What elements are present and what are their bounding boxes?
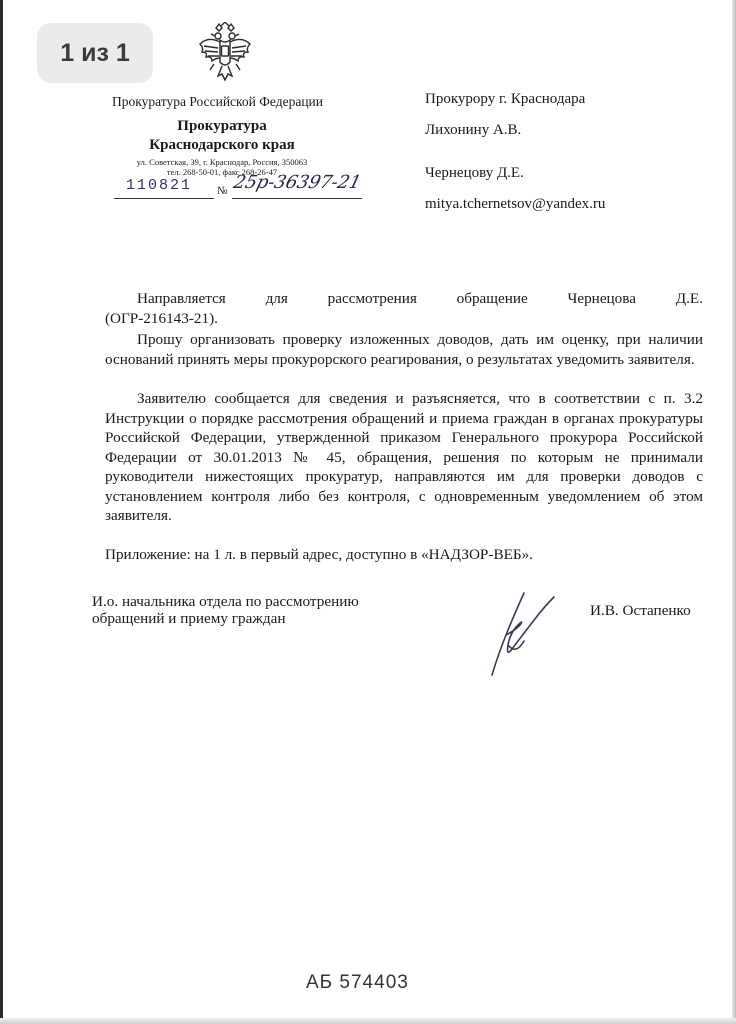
form-serial-code: АБ 574403	[306, 972, 409, 993]
org-address-line1: ул. Советская, 39, г. Краснодар, Россия, 350063	[136, 157, 308, 167]
page-counter-badge: 1 из 1	[37, 23, 153, 83]
paragraph-explanation: Заявителю сообщается для сведения и разъясняется, что в соответствии с п. 3.2 Инструкции о порядке рассмотрения обращений и приема граждан в органах прокуратуры Российской Федерации, утвержденной приказом Генерального прокурора Российской Федерации от 30.01.2013 № 45, обращения, решения по которым не принимали руководители нижестоящих прокуратур, направляются им для проверки доводов с установлением контроля либо без контроля, с одновременным уведомлением об этом заявителя.	[105, 390, 703, 524]
page-edge-left	[0, 0, 3, 1024]
addressee-line-1: Прокурору г. Краснодара	[425, 91, 586, 107]
page-edge-bottom	[0, 1018, 736, 1024]
date-underline	[114, 198, 214, 199]
signer-title-line2: обращений и приему граждан	[92, 610, 286, 627]
registration-underline	[232, 198, 362, 199]
paragraph-referral: Направляется для рассмотрения обращение Чернецова Д.Е.	[137, 290, 703, 307]
addressee-email: mitya.tchernetsov@yandex.ru	[425, 196, 606, 212]
outgoing-number-stamp: 110821	[126, 177, 193, 194]
paragraph-request: Прошу организовать проверку изложенных доводов, дать им оценку, при наличии оснований принять меры прокурорского реагирования, о результатах уведомить заявителя.	[105, 331, 703, 368]
signer-name: И.В. Остапенко	[590, 602, 691, 619]
page-edge-right	[732, 0, 736, 1024]
paragraph-referral-number: (ОГР-216143-21).	[105, 310, 218, 327]
org-title-line2: Краснодарского края	[149, 137, 295, 153]
signer-title-line1: И.о. начальника отдела по рассмотрению	[92, 593, 359, 610]
org-title	[110, 117, 334, 155]
coat-of-arms-icon	[196, 22, 254, 84]
org-title-line1: Прокуратура	[177, 118, 267, 134]
addressee-line-2: Лихонину А.В.	[425, 122, 522, 138]
org-federal-name: Прокуратура Российской Федерации	[112, 94, 324, 109]
attachment-note: Приложение: на 1 л. в первый адрес, доступно в «НАДЗОР-ВЕБ».	[105, 546, 533, 563]
org-address-line2: тел. 268-50-01, факс 268-26-47	[166, 167, 278, 177]
number-sign: №	[217, 185, 228, 197]
registration-number-handwritten: 25р-36397-21	[231, 172, 364, 193]
addressee-line-3: Чернецову Д.Е.	[425, 165, 524, 181]
handwritten-signature	[484, 585, 562, 685]
signer-title	[92, 593, 412, 627]
